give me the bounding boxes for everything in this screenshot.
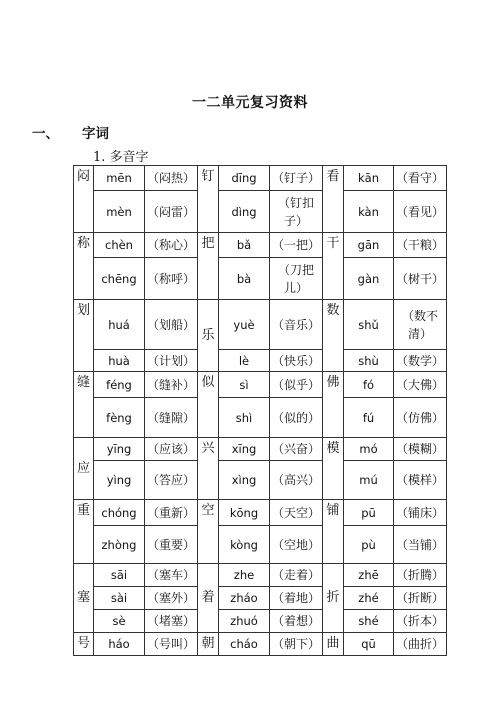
pinyin-cell: chóng [94,500,145,526]
pinyin-cell: háo [94,633,145,656]
word-cell: （折断） [394,587,447,610]
table-row [74,398,447,438]
word-cell: （干粮） [394,233,447,258]
page-title: 一二单元复习资料 [192,95,308,111]
char-cell: 兴 [198,438,219,500]
word-cell: （模样） [394,461,447,500]
char-cell: 佛 [323,372,344,438]
pinyin-cell: chèn [94,233,145,258]
char-cell: 缝 [74,372,94,438]
word-cell: （塞外） [145,587,198,610]
word-cell: （折本） [394,610,447,633]
word-cell: （塞车） [145,564,198,587]
pinyin-cell: gān [344,233,394,258]
word-cell: （似乎） [270,372,323,398]
word-cell: （缝补） [145,372,198,398]
word-cell: （号叫） [145,633,198,656]
pinyin-cell: bà [219,258,270,300]
word-cell: （计划） [145,350,198,372]
pinyin-cell: sè [94,610,145,633]
word-cell: （钉扣子） [270,191,323,233]
word-cell: （一把） [270,233,323,258]
word-cell: （答应） [145,461,198,500]
pinyin-cell: sài [94,587,145,610]
word-cell: （划船） [145,300,198,350]
word-cell: （铺床） [394,500,447,526]
pinyin-cell: kòng [219,526,270,564]
word-cell: （看守） [394,166,447,191]
char-cell: 塞 [74,564,94,633]
word-cell: （重要） [145,526,198,564]
word-cell: （似的） [270,398,323,438]
char-cell: 重 [74,500,94,564]
char-cell: 空 [198,500,219,564]
table-row [74,372,447,398]
word-cell: （高兴） [270,461,323,500]
word-cell: （刀把儿） [270,258,323,300]
word-cell: （闷雷） [145,191,198,233]
pinyin-cell: fú [344,398,394,438]
word-cell: （闷热） [145,166,198,191]
word-cell: （着想） [270,610,323,633]
pinyin-cell: shé [344,610,394,633]
word-cell: （空地） [270,526,323,564]
char-cell: 曲 [323,633,344,656]
word-cell: （着地） [270,587,323,610]
pinyin-cell: zhé [344,587,394,610]
word-cell: （应该） [145,438,198,461]
table-row [74,233,447,258]
pinyin-cell: dìng [219,191,270,233]
pinyin-cell: zháo [219,587,270,610]
table-row [74,258,447,300]
char-cell: 应 [74,438,94,500]
pinyin-cell: zhe [219,564,270,587]
polyphone-table [73,165,447,656]
word-cell: （钉子） [270,166,323,191]
table-row [74,564,447,587]
table-row [74,438,447,461]
pinyin-cell: sì [219,372,270,398]
word-cell: （朝下） [270,633,323,656]
char-cell: 称 [74,233,94,300]
char-cell: 着 [198,564,219,633]
word-cell: （模糊） [394,438,447,461]
pinyin-cell: kān [344,166,394,191]
pinyin-cell: chēng [94,258,145,300]
word-cell: （音乐） [270,300,323,350]
table-row [74,610,447,633]
word-cell: （兴奋） [270,438,323,461]
table-row [74,166,447,191]
pinyin-cell: gàn [344,258,394,300]
pinyin-cell: pū [344,500,394,526]
pinyin-cell: fó [344,372,394,398]
char-cell: 钉 [198,166,219,233]
word-cell: （天空） [270,500,323,526]
pinyin-cell: dīng [219,166,270,191]
pinyin-cell: huà [94,350,145,372]
word-cell: （看见） [394,191,447,233]
pinyin-cell: yīng [94,438,145,461]
pinyin-cell: cháo [219,633,270,656]
word-cell: （称呼） [145,258,198,300]
pinyin-cell: yuè [219,300,270,350]
section-heading [32,122,109,142]
char-cell: 模 [323,438,344,500]
pinyin-cell: mēn [94,166,145,191]
pinyin-cell: zhòng [94,526,145,564]
pinyin-cell: qū [344,633,394,656]
pinyin-cell: yìng [94,461,145,500]
pinyin-cell: kōng [219,500,270,526]
char-cell: 把 [198,233,219,300]
char-cell: 干 [323,233,344,300]
char-cell: 号 [74,633,94,656]
table-row [74,461,447,500]
pinyin-cell: mèn [94,191,145,233]
table-row [74,191,447,233]
table-row [74,587,447,610]
pinyin-cell: mú [344,461,394,500]
pinyin-cell: huá [94,300,145,350]
section-label: 字词 [82,126,109,142]
word-cell: （重新） [145,500,198,526]
pinyin-cell: sāi [94,564,145,587]
word-cell: （走着） [270,564,323,587]
char-cell: 似 [198,372,219,438]
pinyin-cell: lè [219,350,270,372]
pinyin-cell: xìng [219,461,270,500]
pinyin-cell: zhuó [219,610,270,633]
word-cell: （缝隙） [145,398,198,438]
char-cell: 看 [323,166,344,233]
pinyin-cell: kàn [344,191,394,233]
word-cell: （堵塞） [145,610,198,633]
pinyin-cell: bǎ [219,233,270,258]
word-cell: （仿佛） [394,398,447,438]
table-row [74,500,447,526]
char-cell: 划 [74,300,94,372]
pinyin-cell: fèng [94,398,145,438]
word-cell: （大佛） [394,372,447,398]
word-cell: （树干） [394,258,447,300]
char-cell: 数 [323,300,344,372]
subsection-heading: 1. 多音字 [93,150,149,165]
pinyin-cell: shì [219,398,270,438]
word-cell: （曲折） [394,633,447,656]
pinyin-cell: zhē [344,564,394,587]
table-row [74,633,447,656]
table-row [74,350,447,372]
char-cell: 闷 [74,166,94,233]
word-cell: （快乐） [270,350,323,372]
pinyin-cell: shǔ [344,300,394,350]
char-cell: 折 [323,564,344,633]
pinyin-cell: mó [344,438,394,461]
word-cell: （折腾） [394,564,447,587]
word-cell: （数不清） [394,300,447,350]
char-cell: 铺 [323,500,344,564]
pinyin-cell: pù [344,526,394,564]
char-cell: 乐 [198,300,219,372]
pinyin-cell: xīng [219,438,270,461]
section-number: 一、 [32,126,59,142]
char-cell: 朝 [198,633,219,656]
table-row [74,300,447,350]
word-cell: （称心） [145,233,198,258]
word-cell: （当铺） [394,526,447,564]
word-cell: （数学） [394,350,447,372]
pinyin-cell: féng [94,372,145,398]
pinyin-cell: shù [344,350,394,372]
table-row [74,526,447,564]
